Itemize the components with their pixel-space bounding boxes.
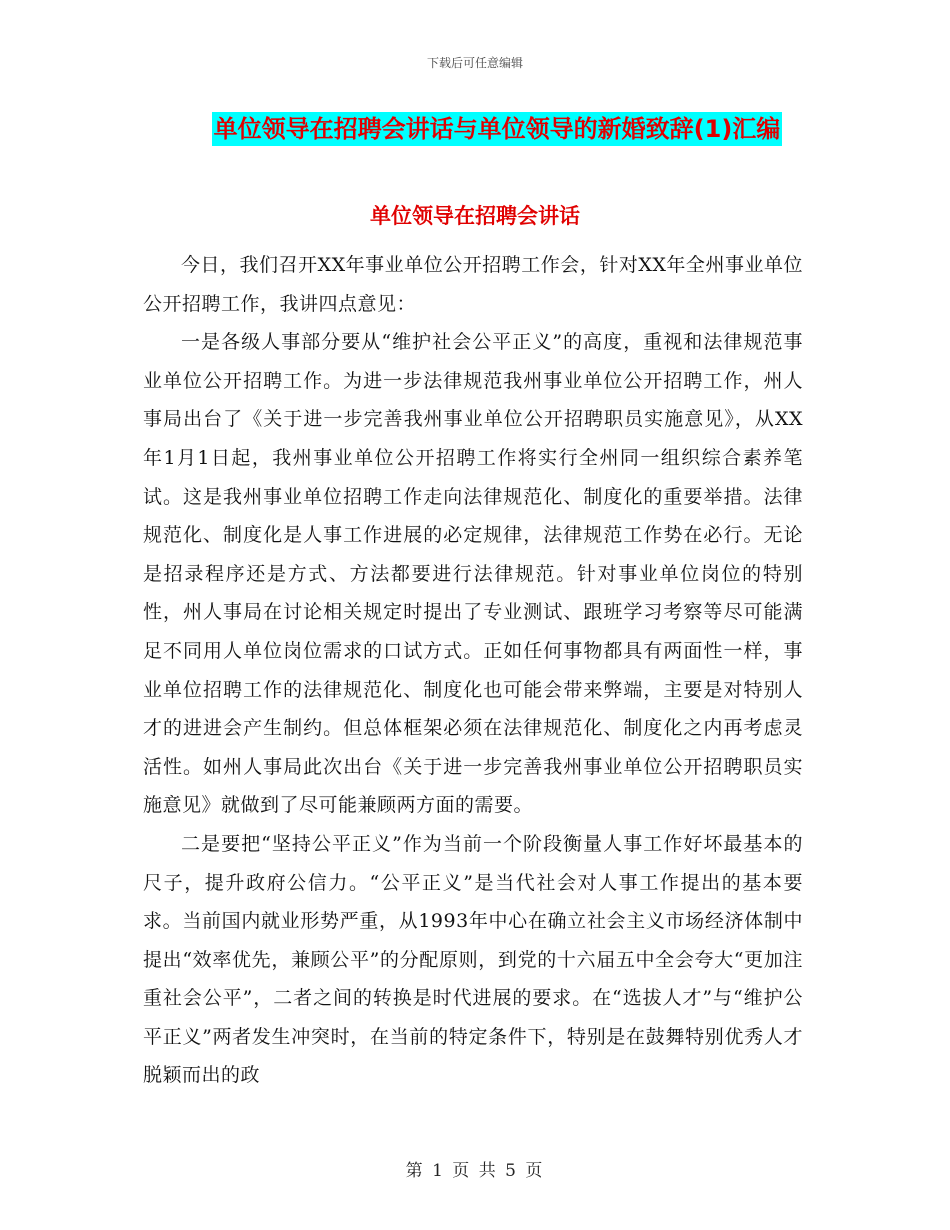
page-header-note: 下载后可任意编辑 xyxy=(426,56,523,70)
document-body xyxy=(143,246,803,1095)
paragraph-point-two: 二是要把“坚持公平正义”作为当前一个阶段衡量人事工作好坏最基本的尺子，提升政府公信力。“公平正义”是当代社会对人事工作提出的基本要求。当前国内就业形势严重，从1993年中心在确立社会主义市场经济体制中提出“效率优先，兼顾公平”的分配原则，到党的十六届五中全会夸大“更加注重社会公平”，二者之间的转换是时代进展的要求。在“选拔人才”与“维护公平正义”两者发生冲突时，在当前的特定条件下，特别是在鼓舞特别优秀人才脱颖而出的政 xyxy=(143,832,803,1087)
document-title: 单位领导在招聘会讲话与单位领导的新婚致辞(1)汇编 xyxy=(212,112,783,146)
paragraph-intro: 今日，我们召开XX年事业单位公开招聘工作会，针对XX年全州事业单位公开招聘工作，我讲四点意见： xyxy=(143,254,803,315)
page-number-footer: 第 1 页 共 5 页 xyxy=(405,1161,545,1181)
section-title: 单位领导在招聘会讲话 xyxy=(370,204,580,228)
document-title-container xyxy=(0,112,950,146)
paragraph-point-one: 一是各级人事部分要从“维护社会公平正义”的高度，重视和法律规范事业单位公开招聘工作。为进一步法律规范我州事业单位公开招聘工作，州人事局出台了《关于进一步完善我州事业单位公开招聘职员实施意见》，从XX年1月1日起，我州事业单位公开招聘工作将实行全州同一组织综合素养笔试。这是我州事业单位招聘工作走向法律规范化、制度化的重要举措。法律规范化、制度化是人事工作进展的必定规律，法律规范工作势在必行。无论是招录程序还是方式、方法都要进行法律规范。针对事业单位岗位的特别性，州人事局在讨论相关规定时提出了专业测试、跟班学习考察等尽可能满足不同用人单位岗位需求的口试方式。正如任何事物都具有两面性一样，事业单位招聘工作的法律规范化、制度化也可能会带来弊端，主要是对特别人才的进进会产生制约。但总体框架必须在法律规范化、制度化之内再考虑灵活性。如州人事局此次出台《关于进一步完善我州事业单位公开招聘职员实施意见》就做到了尽可能兼顾两方面的需要。 xyxy=(143,331,803,817)
